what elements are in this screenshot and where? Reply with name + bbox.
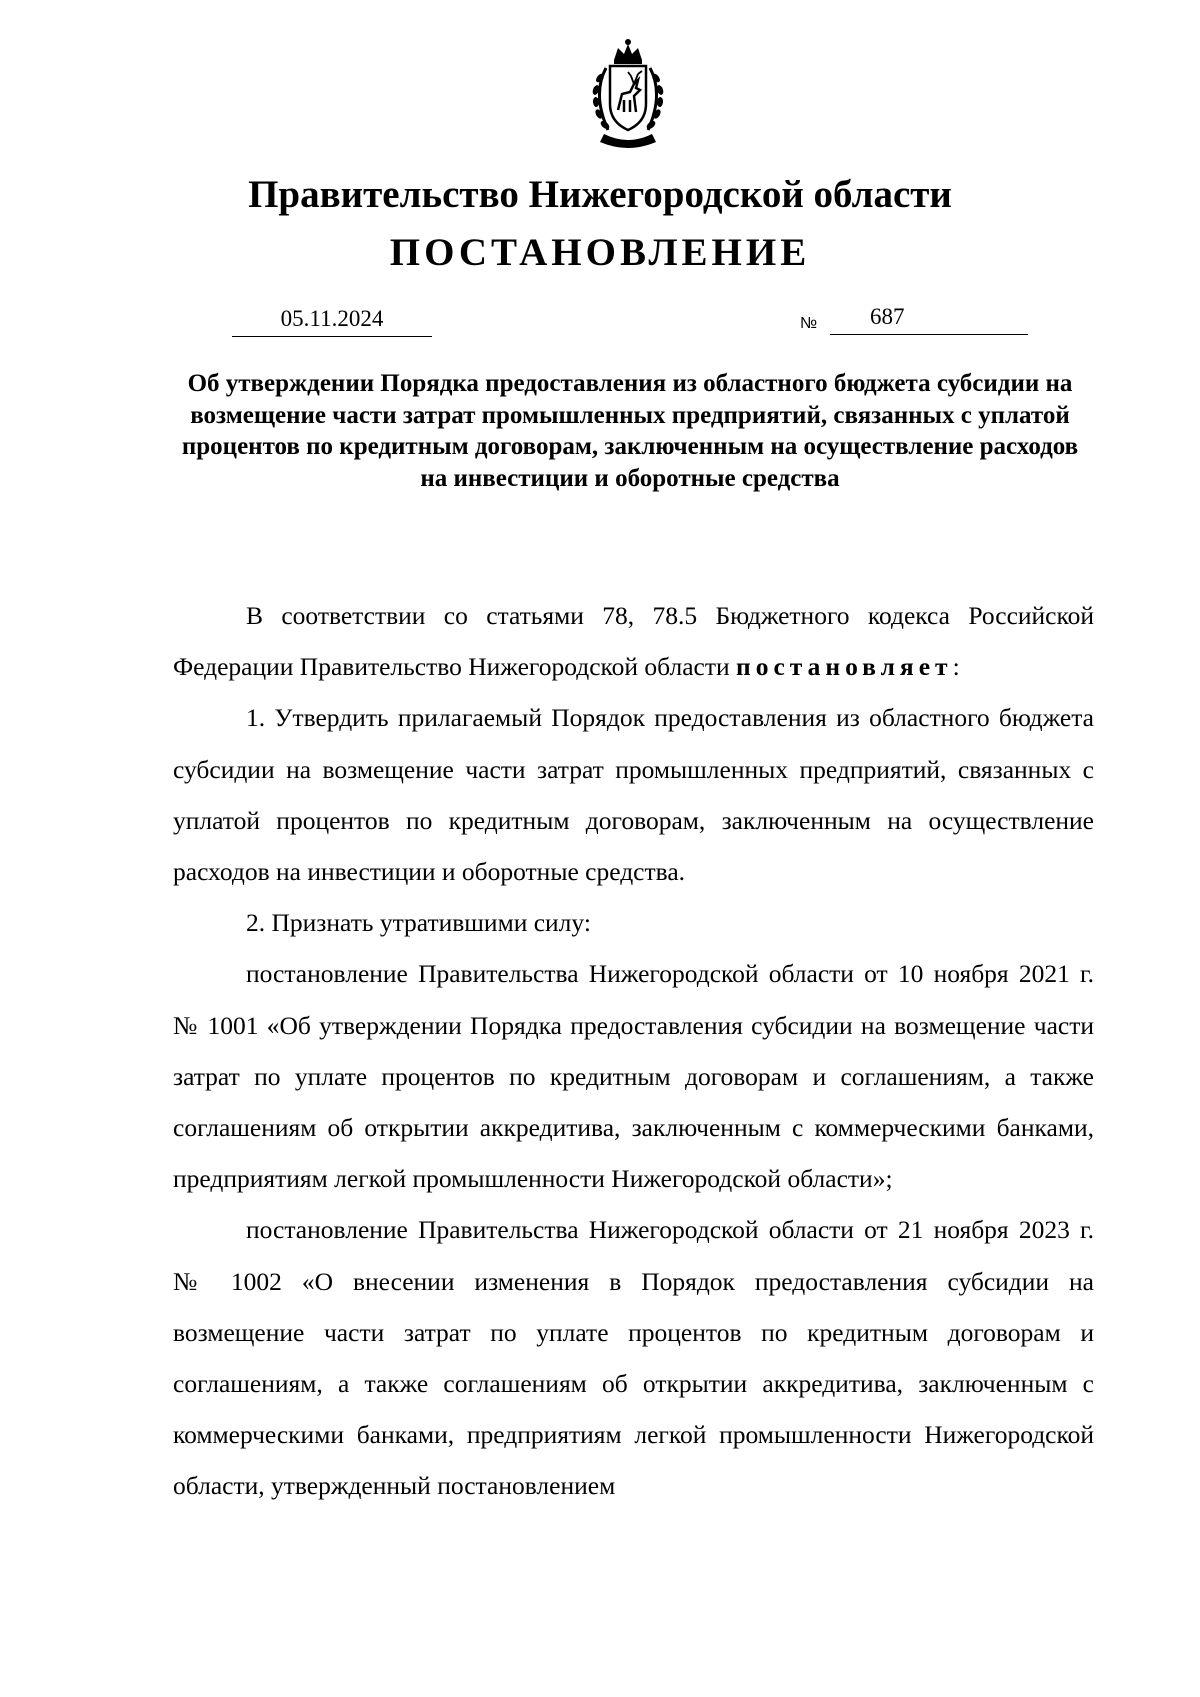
document-subject: Об утверждении Порядка предоставления из областного бюджета субсидии на возмещение части затрат промышленных предприятий, связанных с уплатой процентов по кредитным договорам, заключенным на осуществление расходов на инвестиции и оборотные средства	[181, 370, 1079, 492]
decree-keyword: постановляет	[736, 652, 953, 682]
number-sign: №	[800, 315, 818, 332]
item-1-paragraph: 1. Утвердить прилагаемый Порядок предоставления из областного бюджета субсидии на возмещение части затрат промышленных предприятий, связанных с уплатой процентов по кредитным договорам, заключенным на осуществление расходов на инвестиции и оборотные средства.	[173, 703, 1094, 887]
preamble-paragraph	[173, 590, 1094, 692]
coat-of-arms-icon	[578, 38, 678, 150]
org-title: Правительство Нижегородской области	[248, 173, 952, 216]
document-date: 05.11.2024	[232, 302, 432, 337]
preamble-end: :	[952, 652, 960, 682]
repeal-1-paragraph: постановление Правительства Нижегородской области от 10 ноября 2021 г. № 1001 «Об утверждении Порядка предоставления субсидии на возмещение части затрат по уплате процентов по кредитным договорам и соглашениям, а также соглашениям об открытии аккредитива, заключенным с коммерческими банками, предприятиям легкой промышленности Нижегородской области»;	[173, 959, 1094, 1194]
document-body	[173, 590, 1094, 1512]
document-number: 687	[870, 304, 905, 329]
repeal-2-paragraph: постановление Правительства Нижегородской области от 21 ноября 2023 г. № 1002 «О внесении изменения в Порядок предоставления субсидии на возмещение части затрат по уплате процентов по кредитным договорам и соглашениям, а также соглашениям об открытии аккредитива, заключенным с коммерческими банками, предприятиям легкой промышленности Нижегородской области, утвержденный постановлением	[173, 1215, 1094, 1501]
document-number-field	[830, 300, 1028, 335]
item-2-paragraph: 2. Признать утратившими силу:	[246, 908, 591, 938]
preamble-text: В соответствии со статьями 78, 78.5 Бюджетного кодекса Российской Федерации Правительство Нижегородской области	[173, 601, 1094, 682]
document-type: ПОСТАНОВЛЕНИЕ	[389, 231, 811, 274]
